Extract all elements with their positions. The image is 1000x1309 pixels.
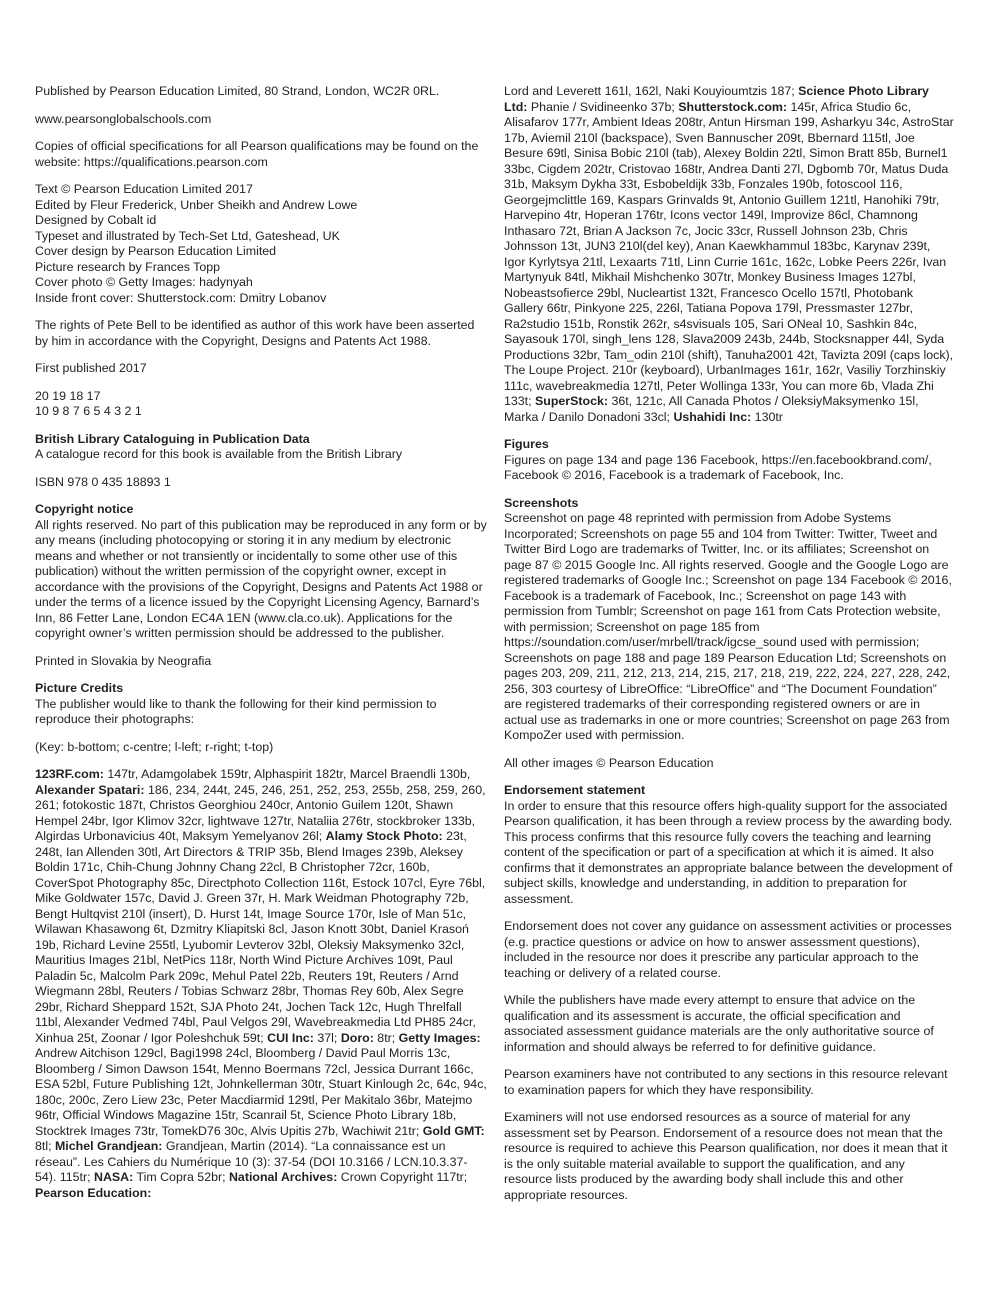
- production-line: Picture research by Frances Topp: [35, 259, 221, 274]
- endorsement-paragraph: Endorsement does not cover any guidance on assessment activities or processes (e.g. practice questions or advice on how to answer assessment questions), included in the resource nor does it prescribe any particular approach to the teaching or delivery of a related course.: [504, 919, 952, 980]
- british-library-section: [35, 432, 487, 463]
- credit-source-name: Alamy Stock Photo:: [325, 829, 443, 843]
- first-published: First published 2017: [35, 361, 147, 375]
- production-line: Typeset and illustrated by Tech-Set Ltd, Gateshead, UK: [35, 228, 340, 243]
- credit-source-name: Pearson Education:: [35, 1185, 152, 1200]
- publisher-line: Published by Pearson Education Limited, 80 Strand, London, WC2R 0RL.: [35, 84, 440, 98]
- credit-source-name: Ushahidi Inc:: [673, 409, 752, 424]
- credit-entries: Crown Copyright 117tr;: [337, 1170, 468, 1184]
- screenshots-heading: Screenshots: [504, 495, 579, 510]
- credit-entries: Grandjean, Martin (2014). “La connaissance est un réseau”. Les Cahiers du Numérique 10 (3): 37-54 (DOI 10.3166 / LCN.10.3.37-54). 115tr;: [35, 1139, 468, 1184]
- picture-credits-section: [35, 681, 487, 728]
- copyright-heading: Copyright notice: [35, 502, 134, 516]
- production-line: Cover photo © Getty Images: hadynyah: [35, 275, 253, 289]
- credits-list-right: [504, 84, 954, 425]
- credit-entries: 147tr, Adamgolabek 159tr, Alphaspirit 182tr, Marcel Braendli 130b,: [103, 767, 471, 781]
- endorsement-section: [504, 783, 954, 907]
- credit-entries: 8tl;: [35, 1139, 55, 1153]
- credit-source-name: Doro:: [340, 1030, 374, 1045]
- credit-source-name: Alexander Spatari:: [35, 782, 145, 797]
- endorsement-paragraph: While the publishers have made every attempt to ensure that advice on the qualification and its assessment is accurate, the official specification and associated assessment guidance materials are the only authoritative source of information and should always be referred to for definitive guidance.: [504, 993, 934, 1054]
- production-credits: [35, 182, 487, 306]
- credit-entries: 186, 234, 244t, 245, 246, 251, 252, 253, 255b, 258, 259, 260, 261; fotokostic 187t, Christos Georghiou 240cr, Antonio Guilem 120t, Shawn Hempel 24br, Igor Klimov 32cr, lightwave 127tr, Nataliia 276tr, stockbroker 133b, Algirdas Urbonavicius 40t, Maksym Yemelyanov 26l;: [35, 782, 486, 843]
- credit-source-name: Getty Images:: [398, 1030, 481, 1045]
- figures-heading: Figures: [504, 437, 549, 451]
- other-images-line: All other images © Pearson Education: [504, 755, 714, 770]
- credit-entries: Phanie / Svidineenko 37b;: [527, 99, 679, 114]
- copyright-section: [35, 502, 487, 642]
- website-line: www.pearsonglobalschools.com: [35, 111, 212, 126]
- credit-entries: Lord and Leverett 161l, 162l, Naki Kouyioumtzis 187;: [504, 84, 799, 98]
- credit-source-name: Gold GMT:: [422, 1123, 485, 1138]
- print-years: 20 19 18 17: [35, 388, 101, 403]
- credit-source-name: Science Photo Library Ltd:: [504, 84, 929, 114]
- production-line: Text © Pearson Education Limited 2017: [35, 182, 253, 196]
- credit-entries: 36t, 121c, All Canada Photos / OleksiyMaksymenko 15l, Marka / Danilo Donadoni 33cl;: [504, 394, 919, 424]
- credit-entries: 8tr;: [373, 1030, 399, 1045]
- credit-entries: 37l;: [313, 1030, 341, 1045]
- picture-credits-intro: The publisher would like to thank the following for their kind permission to reproduce their photographs:: [35, 696, 437, 726]
- figures-text: Figures on page 134 and page 136 Facebook, https://en.facebookbrand.com/, Facebook © 2016, Facebook is a trademark of Facebook, Inc.: [504, 452, 932, 482]
- production-line: Inside front cover: Shutterstock.com: Dmitry Lobanov: [35, 290, 327, 305]
- credit-entries: 23t, 248t, Ian Allenden 30tl, Art Directors & TRIP 35b, Blend Images 239b, Aleksey Boldin 171c, Chih-Chung Johnny Chang 22cl, B Christopher 72cr, 160b, CoverSpot Photography 85c, Directphoto Collection 116t, Estock 107cl, Eyre 76bl, Mike Goldwater 157c, David J. Green 37r, H. Mark Weidman Photography 72b, Bengt Hultqvist 210l (insert), D. Hurst 14t, Image Source 170r, Isle of Man 51c, Wilawan Khasawong 6t, Dzmitry Kliapitski 8cl, Jason Knott 30bt, Daniel Krasoń 19b, Richard Levine 255tl, Lyubomir Levterov 32bl, Oleksiy Maksymenko 32cl, Mauritius Images 21bl, NetPics 118r, North Wind Picture Archives 109t, Paul Paladin 5c, Malcolm Park 209c, Mehul Patel 22b, Reuters 19t, Reuters / Arnd Wiegmann 28bl, Reuters / Tobias Schwarz 28br, Thomas Rey 60b, Alex Segre 29br, Richard Sheppard 152t, SJA Photo 24t, Jochen Tack 12c, Hugh Threlfall 11bl, Alexander Vedmed 74bl, Paul Velgos 29l, Wavebreakmedia Ltd PH85 24cr, Xinhua 25t, Zoonar / Igor Poleshchuk 59t;: [35, 829, 486, 1045]
- british-library-heading: British Library Cataloguing in Publication Data: [35, 431, 310, 446]
- credit-entries: 145r, Africa Studio 6c, Alisafarov 177r, Ambient Ideas 208tr, Antun Hirsman 199, Asharkyu 34c, AstroStar 17b, Aviemil 210l (backspace), Sven Bannuscher 209t, Bbernard 115tl, Joe Besure 69tl, Sinisa Bobic 210l (tab), Alexey Boldin 22tl, Simon Bratt 85b, Burnel1 33bc, Cigdem 202tr, Cristovao 168tr, Andrea Danti 27l, Dgbomb 70r, Matus Duda 31b, Maksym Dykha 33t, Esbobeldijk 33b, Fonzales 190b, fotoscool 116, Georgejmclittle 169, Kaspars Grinvalds 9t, Antonio Guillem 121tl, Hanohiki 79tr, Harvepino 4tr, Hoperan 176tr, Icons vector 149l, Improvize 86cl, Chamnong Inthasaro 72t, Brian A Jackson 7c, Jocic 33cr, Russell Johnson 23b, Chris Johnsson 13t, JUN3 210l(del key), Anan Kaewkhammul 183bc, Karynav 239t, Igor Kyrlytsya 21tl, Lexaarts 71tl, Linn Currie 161c, 162c, Lobke Peers 226r, Ivan Martynyuk 84tl, Mikhail Mishchenko 307tr, Monkey Business Images 127bl, Nobeastsofierce 29bl, Nucleartist 132t, Francesco Ocello 157tl, Photobank Gallery 66tr, Pinkyone 225, 226l, Tatiana Popova 179l, Pressmaster 127br, Ra2studio 151b, Ronstik 262r, s4svisuals 105, Sari ONeal 10, Sashkin 84c, Sayasouk 170l, singh_lens 128, Slava2009 243b, 244b, Stocksnapper 44l, Syda Productions 32br, Tam_odin 210l (shift), Tanuha2001 42t, Tavizta 209l (caps lock), The Loupe Project. 210r (keyboard), UrbanImages 161r, 162r, Vasiliy Torzhinskiy 111c, wavebreakmedia 127tl, Peter Wollinga 133r, You can more 6b, Vlada Zhi 133t;: [504, 99, 954, 408]
- british-library-text: A catalogue record for this book is available from the British Library: [35, 447, 403, 461]
- credit-source-name: 123RF.com:: [35, 767, 104, 781]
- specifications-note: Copies of official specifications for all Pearson qualifications may be found on the website: https://qualifications.pearson.com: [35, 139, 479, 169]
- credit-source-name: Shutterstock.com:: [678, 99, 788, 114]
- screenshots-text: Screenshot on page 48 reprinted with permission from Adobe Systems Incorporated; Screenshots on page 55 and 104 from Twitter: Twitter, Tweet and Twitter Bird Logo are trademarks of Twitter, Inc. or its affiliates; Screenshot on page 87 © 2015 Google Inc. All rights reserved. Google and the Google Logo are registered trademarks of Google Inc.; Screenshot on page 134 Facebook © 2016, Facebook is a trademark of Facebook, Inc.; Screenshot on page 143 with permission from Tumblr; Screenshot on page 161 from Cats Protection website, with permission; Screenshot on page 185 from https://soundation.com/user/mrbell/track/igcse_sound used with permission; Screenshots on page 188 and page 189 Pearson Education Ltd; Screenshots on pages 203, 209, 211, 212, 213, 214, 215, 217, 218, 219, 222, 224, 227, 228, 242, 256, 303 courtesy of LibreOffice: “LibreOffice” and “The Document Foundation” are registered trademarks of their corresponding registered owners or are in actual use as trademarks in one or more countries; Screenshot on page 263 from KompoZer used with permission.: [504, 511, 952, 742]
- picture-credits-heading: Picture Credits: [35, 681, 124, 695]
- screenshots-section: [504, 496, 954, 744]
- left-column: [35, 84, 487, 1201]
- author-rights: The rights of Pete Bell to be identified as author of this work have been asserted by him in accordance with the Copyright, Designs and Patents Act 1988.: [35, 318, 475, 348]
- print-numbers: 10 9 8 7 6 5 4 3 2 1: [35, 404, 142, 418]
- production-line: Edited by Fleur Frederick, Unber Sheikh and Andrew Lowe: [35, 197, 358, 212]
- isbn: ISBN 978 0 435 18893 1: [35, 474, 171, 489]
- right-column: [504, 84, 954, 1215]
- credit-source-name: SuperStock:: [535, 394, 608, 408]
- printed-in: Printed in Slovakia by Neografia: [35, 653, 212, 668]
- figures-section: [504, 437, 954, 484]
- credit-source-name: Michel Grandjean:: [54, 1139, 163, 1153]
- credit-entries: Tim Copra 52br;: [133, 1170, 229, 1184]
- credits-list-left: [35, 767, 487, 1201]
- credits-key: (Key: b-bottom; c-centre; l-left; r-right; t-top): [35, 739, 274, 754]
- credit-source-name: National Archives:: [228, 1170, 338, 1184]
- endorsement-paragraph: Pearson examiners have not contributed to any sections in this resource relevant to examination papers for which they have responsibility.: [504, 1067, 948, 1097]
- print-line: [35, 389, 487, 420]
- production-line: Cover design by Pearson Education Limited: [35, 244, 277, 258]
- endorsement-heading: Endorsement statement: [504, 783, 646, 797]
- credit-source-name: CUI Inc:: [267, 1030, 314, 1045]
- copyright-text: All rights reserved. No part of this publication may be reproduced in any form or by any means (including photocopying or storing it in any medium by electronic means and whether or not transiently or incidentally to some other use of this publication) without the written permission of the copyright owner, except in accordance with the provisions of the Copyright, Designs and Patents Act 1988 or under the terms of a licence issued by the Copyright Licensing Agency, Barnard’s Inn, 86 Fetter Lane, London EC4A 1EN (www.cla.co.uk). Applications for the copyright owner’s written permission should be addressed to the publisher.: [35, 517, 487, 640]
- endorsement-paragraph: Examiners will not use endorsed resources as a source of material for any assessment set by Pearson. Endorsement of a resource does not mean that the resource is required to achieve this Pearson qualification, nor does it mean that it is the only suitable material available to support the qualification, and any resource lists produced by the awarding body shall include this and other appropriate resources.: [504, 1110, 948, 1202]
- credit-source-name: NASA:: [94, 1170, 134, 1184]
- production-line: Designed by Cobalt id: [35, 213, 157, 227]
- endorsement-paragraph: In order to ensure that this resource offers high-quality support for the associated Pearson qualification, it has been through a review process by the awarding body. This process confirms that this resource fully covers the teaching and learning content of the specification or part of a specification at which it is aimed. It also confirms that it demonstrates an appropriate balance between the development of subject skills, knowledge and understanding, in addition to preparation for assessment.: [504, 798, 953, 906]
- credit-entries: Andrew Aitchison 129cl, Bagi1998 24cl, Bloomberg / David Paul Morris 13c, Bloomberg / Simon Dawson 154t, Menno Boermans 72cl, Jessica Durrant 166c, ESA 52bl, Future Publishing 12t, Johnkellerman 30tr, Stuart Kinlough 2c, 64c, 94c, 180c, 200c, Zero Liew 23c, Peter Macdiarmid 129tl, Per Makitalo 36br, Matejmo 96tr, Official Windows Magazine 15tr, Scanrail 5t, Science Photo Library 18b, Stocktrek Images 73tr, TomekD76 30c, Alvis Upitis 27b, Wachiwit 21tr;: [35, 1046, 487, 1138]
- credit-entries: 130tr: [751, 409, 783, 424]
